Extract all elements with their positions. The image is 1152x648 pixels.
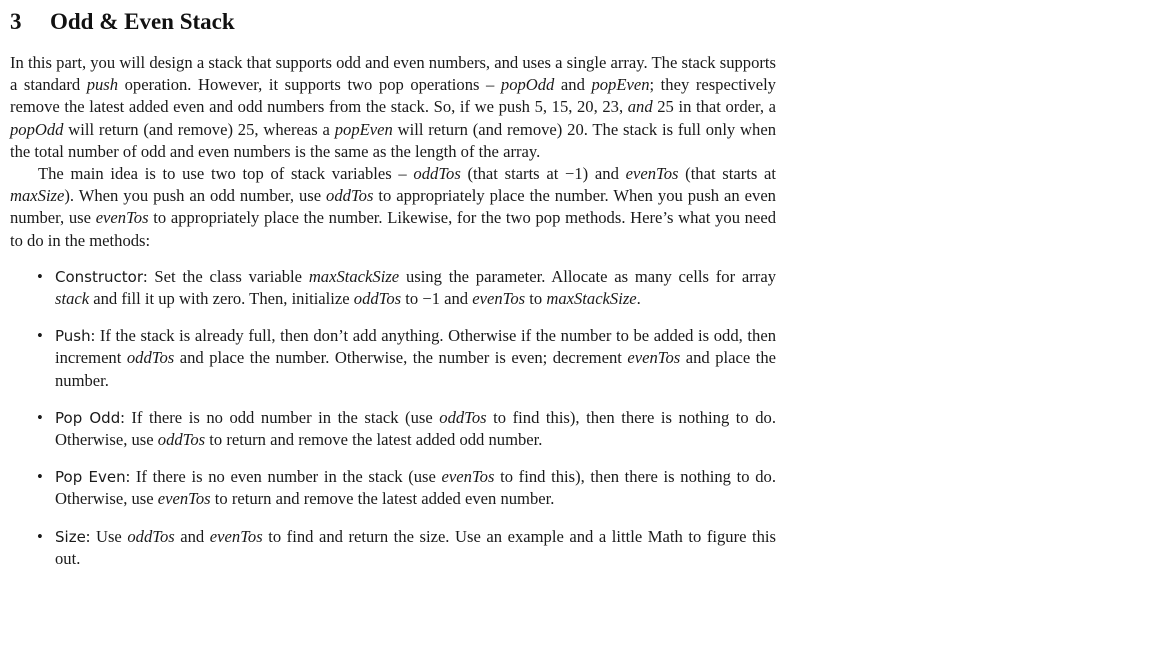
text-run: to appropriately place the number. When you push an even number, use xyxy=(10,186,776,228)
bullet-icon: • xyxy=(37,266,43,286)
text-run: ). When you push an odd number, use xyxy=(64,186,327,206)
bullet-icon: • xyxy=(37,467,43,487)
list-item-pop-odd xyxy=(10,407,776,451)
var-maxstacksize: maxStackSize xyxy=(546,289,637,309)
list-item-pop-even xyxy=(10,466,776,510)
intro-paragraph-2 xyxy=(10,163,776,252)
var-oddtos: oddTos xyxy=(326,186,374,206)
math-and: and xyxy=(623,97,653,117)
list-item-size xyxy=(10,526,776,570)
text-run: and place the number. xyxy=(55,348,776,390)
var-eventos: evenTos xyxy=(472,289,526,309)
text-run: ; they respectively remove the latest added even and odd numbers from the stack. So, if we push xyxy=(10,75,776,117)
text-run: : If the stack is already full, then don’t add anything. Otherwise if the number to be added is odd, then increment xyxy=(55,326,776,368)
var-oddtos: oddTos xyxy=(157,430,206,450)
item-term: Push xyxy=(55,327,91,346)
var-oddtos: oddTos xyxy=(439,407,487,427)
var-eventos: evenTos xyxy=(157,489,211,509)
text-run: using the parameter. Allocate as many cells for array xyxy=(399,266,776,286)
text-run: and place the number. Otherwise, the number is even; decrement xyxy=(174,348,628,368)
text-run: to return and remove the latest added odd number. xyxy=(205,430,543,450)
term-popodd: popOdd xyxy=(500,75,555,95)
var-oddtos: oddTos xyxy=(126,348,175,368)
item-term: Constructor xyxy=(55,267,144,286)
text-run: . xyxy=(636,289,641,309)
var-oddtos: oddTos xyxy=(413,164,461,184)
text-run: (that starts at xyxy=(678,164,776,184)
text-run: to −1 and xyxy=(401,289,473,309)
section-number: 3 xyxy=(10,9,22,34)
text-run: (that starts at −1) and xyxy=(460,164,626,184)
number-list: 5, 15, 20, 23, xyxy=(534,97,624,117)
text-run: operation. However, it supports two pop operations – xyxy=(118,75,501,95)
text-run: to find this), then there is nothing to do. Otherwise, use xyxy=(55,467,776,509)
var-eventos: evenTos xyxy=(95,208,149,228)
term-push: push xyxy=(86,75,119,95)
text-run: and xyxy=(554,75,592,95)
var-eventos: evenTos xyxy=(627,348,681,368)
text-run: to xyxy=(525,289,547,309)
var-eventos: evenTos xyxy=(209,526,263,546)
text-run: : If there is no even number in the stack (use xyxy=(125,467,442,487)
text-run: to find and return the size. Use an example and a little Math to figure this out. xyxy=(55,526,776,568)
bullet-icon: • xyxy=(37,407,43,427)
text-run: will return (and remove) 20. The stack is full only when the total number of odd and even numbers is the same as the length of the array. xyxy=(10,119,776,161)
document-page xyxy=(10,6,776,585)
term-popeven: popEven xyxy=(591,75,650,95)
text-run: to find this), then there is nothing to do. Otherwise, use xyxy=(55,407,777,450)
bullet-icon: • xyxy=(37,326,43,346)
text-run: The main idea is to use two top of stack variables – xyxy=(38,164,414,184)
text-run: : If there is no odd number in the stack (use xyxy=(120,407,440,427)
var-stack: stack xyxy=(55,289,90,309)
text-run: to appropriately place the number. Likewise, for the two pop methods. Here’s what you need to do in the methods: xyxy=(10,208,777,250)
list-item-constructor xyxy=(10,266,776,310)
text-run: and fill it up with zero. Then, initialize xyxy=(89,289,354,309)
text-run: : Set the class variable xyxy=(143,266,309,286)
text-run: to return and remove the latest added even number. xyxy=(210,489,555,509)
intro-paragraph-1 xyxy=(10,52,776,163)
var-oddtos: oddTos xyxy=(127,526,175,546)
text-run: and xyxy=(174,526,210,546)
var-eventos: evenTos xyxy=(441,467,495,487)
term-popeven: popEven xyxy=(334,119,393,139)
text-run: : Use xyxy=(85,526,128,546)
text-run: In this part, you will design a stack that supports odd and even numbers, and uses a single array. The stack supports a standard xyxy=(10,53,776,95)
text-run: will return (and remove) 25, whereas a xyxy=(63,119,335,139)
term-popodd: popOdd xyxy=(10,119,64,139)
text-run: 25 in that order, a xyxy=(652,97,776,117)
var-maxstacksize: maxStackSize xyxy=(308,266,400,286)
section-heading xyxy=(10,6,776,38)
method-list xyxy=(10,266,776,570)
list-item-push xyxy=(10,325,776,392)
bullet-icon: • xyxy=(37,526,43,546)
section-title: Odd & Even Stack xyxy=(50,9,235,34)
item-term: Size xyxy=(55,527,86,546)
item-term: Pop Odd xyxy=(55,408,121,427)
var-maxsize: maxSize xyxy=(10,186,65,206)
item-term: Pop Even xyxy=(55,468,126,487)
var-oddtos: oddTos xyxy=(353,289,402,309)
var-eventos: evenTos xyxy=(625,164,679,184)
